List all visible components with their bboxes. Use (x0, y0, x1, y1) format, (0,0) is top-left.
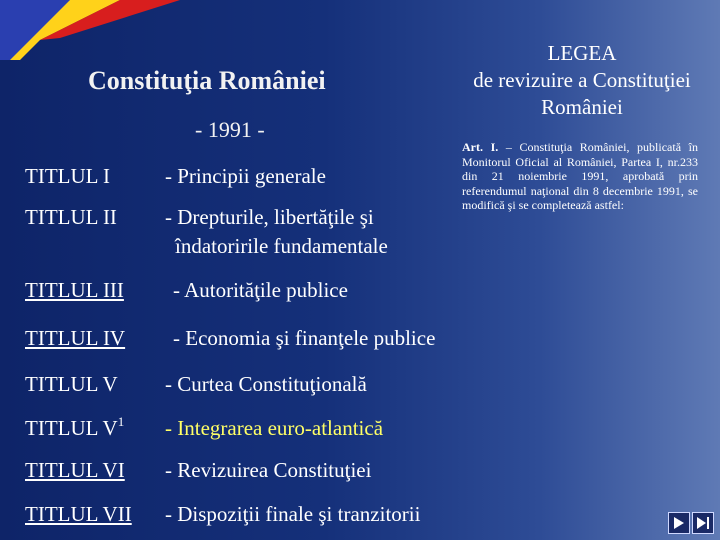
title-row[interactable] (25, 414, 384, 441)
title-row[interactable] (25, 502, 421, 527)
revision-law-title-line3: României (541, 95, 623, 119)
title-label[interactable]: TITLUL V (25, 416, 118, 440)
next-slide-button[interactable] (692, 512, 714, 534)
title-row[interactable] (25, 164, 326, 189)
revision-law-title-line2: de revizuire a Constituţiei (473, 68, 691, 92)
play-left-icon (669, 513, 689, 533)
title-description: - Integrarea euro-atlantică (165, 416, 384, 440)
title-row[interactable] (25, 372, 367, 397)
title-label-superscript: 1 (117, 414, 125, 429)
revision-law-title-line1: LEGEA (547, 41, 617, 65)
title-label[interactable]: TITLUL I (25, 164, 110, 188)
revision-law-title (448, 40, 716, 121)
title-row[interactable] (25, 326, 436, 351)
romanian-flag-decoration (0, 0, 180, 60)
constitution-title: Constituţia României (88, 66, 326, 95)
title-row[interactable] (25, 458, 372, 483)
title-description-continued: îndatoririle fundamentale (175, 234, 388, 258)
article-body: – Constituţia României, publicată în Monitorul Oficial al României, Partea I, nr.233 din 21 noiembrie 1991, aprobată prin referendumul naţional din 8 decembrie 1991, se modifică şi se completează astfel: (462, 140, 698, 213)
constitution-year: - 1991 - (195, 117, 265, 142)
title-row[interactable] (25, 278, 348, 303)
skip-forward-icon (693, 513, 713, 533)
title-label[interactable]: TITLUL VII (25, 502, 132, 526)
title-description: - Autorităţile publice (173, 278, 348, 302)
title-label[interactable]: TITLUL V (25, 372, 118, 396)
title-description: - Curtea Constituţională (165, 372, 367, 396)
title-label[interactable]: TITLUL VI (25, 458, 125, 482)
previous-slide-button[interactable] (668, 512, 690, 534)
article-text (462, 140, 698, 213)
title-label[interactable]: TITLUL IV (25, 326, 126, 350)
title-description: - Principii generale (165, 164, 326, 188)
title-description: - Drepturile, libertăţile şi (165, 205, 374, 229)
title-row[interactable] (25, 205, 388, 258)
title-label[interactable]: TITLUL II (25, 205, 117, 229)
title-description: - Revizuirea Constituţiei (165, 458, 372, 482)
article-label: Art. I. (462, 140, 499, 154)
title-label-wrap[interactable] (25, 416, 124, 441)
title-description: - Dispoziţii finale şi tranzitorii (165, 502, 421, 526)
title-description: - Economia şi finanţele publice (173, 326, 436, 350)
title-label[interactable]: TITLUL III (25, 278, 124, 302)
